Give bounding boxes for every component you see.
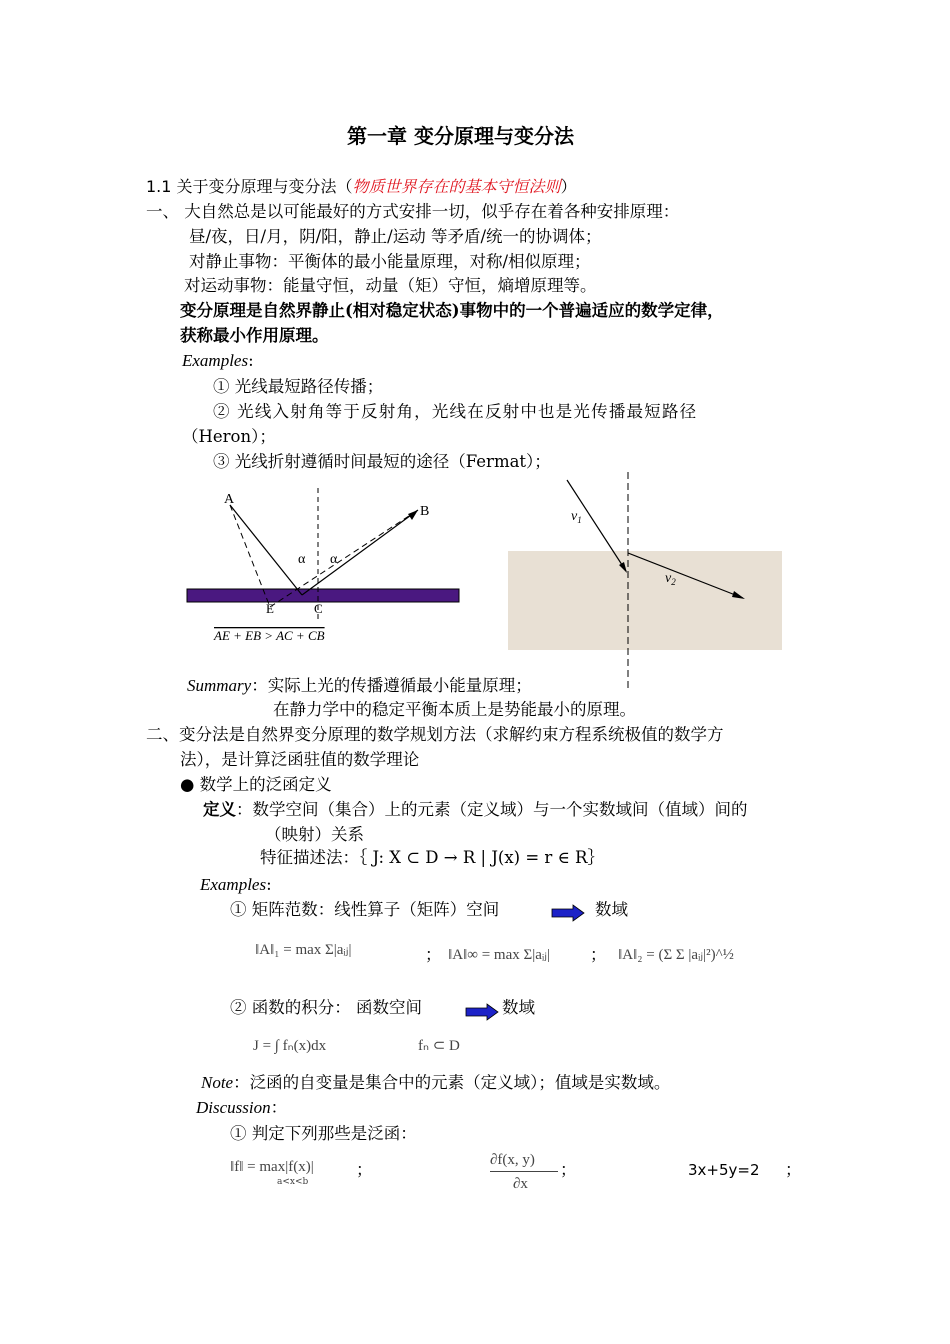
inequality-caption: AE + EB > AC + CB: [214, 628, 325, 643]
norm-semicolon-2: ；: [590, 945, 607, 964]
label-b: B: [420, 504, 430, 519]
label-alpha-right: α: [330, 552, 338, 567]
para-motion: 对运动事物：能量守恒，动量（矩）守恒，熵增原理等。: [184, 276, 597, 295]
norm-one-formula: ‖A‖₁ = max Σ|aᵢⱼ|: [255, 942, 352, 958]
definition-line2: （映射）关系: [265, 825, 364, 844]
label-v1: $v_1$: [571, 509, 582, 525]
label-c: C: [314, 601, 323, 616]
candidate-semicolon-2: ；: [560, 1160, 577, 1179]
candidate-semicolon-3: ；: [785, 1160, 802, 1179]
definition-line1: 定义：数学空间（集合）上的元素（定义域）与一个实数域间（值域）间的: [203, 800, 748, 819]
fn-subset-formula: fₙ ⊂ D: [418, 1038, 460, 1054]
bullet-functional-definition: ● 数学上的泛函定义: [180, 775, 332, 794]
para-opposites: 昼/夜，日/月，阴/阳，静止/运动 等矛盾/统一的协调体；: [189, 227, 602, 246]
discussion-item-1: ① 判定下列那些是泛函：: [230, 1124, 417, 1143]
label-alpha-left: α: [298, 552, 306, 567]
definition-label: 定义: [203, 800, 236, 819]
para-two-line1: 二、变分法是自然界变分原理的数学规划方法（求解约束方程系统极值的数学方: [146, 725, 724, 744]
arrowhead-b: [408, 510, 418, 520]
label-v2: $v_2$: [665, 571, 676, 587]
partial-denominator: ∂x: [513, 1176, 528, 1192]
para-nature: 一、 大自然总是以可能最好的方式安排一切，似乎存在着各种安排原理：: [146, 202, 680, 221]
examples-label-2: Examples:: [200, 875, 272, 894]
discussion-label: Discussion：: [196, 1098, 288, 1117]
fraction-bar: [490, 1171, 558, 1172]
ray-a-to-c: [230, 505, 302, 595]
blue-arrow-icon: [551, 905, 585, 921]
para-static: 对静止事物：平衡体的最小能量原理，对称/相似原理；: [189, 252, 591, 271]
integral-target: 数域: [502, 998, 535, 1017]
example-reflection-line2: （Heron）；: [182, 427, 276, 446]
refraction-diagram: [505, 470, 790, 695]
integral-formula: J = ∫ fₙ(x)dx: [253, 1038, 327, 1054]
ray-c-to-b: [302, 510, 418, 595]
matrix-norm-target: 数域: [595, 900, 628, 919]
section-heading-close: ）: [560, 177, 577, 196]
label-a: A: [224, 492, 235, 507]
mirror-bar: [187, 589, 459, 602]
medium-block: [508, 551, 782, 650]
example-reflection-line1: ② 光线入射角等于反射角，光线在反射中也是光传播最短路径: [213, 402, 698, 421]
label-e: E: [266, 601, 274, 616]
reflection-diagram: [180, 485, 470, 650]
feature-description: 特征描述法：｛ J: X ⊂ D → R | J(x) = r ∈ R｝: [260, 848, 604, 867]
candidate-semicolon-1: ；: [356, 1160, 373, 1179]
note-line: Note：泛函的自变量是集合中的元素（定义域）；值域是实数域。: [201, 1073, 671, 1092]
norm-inf-formula: ‖A‖∞ = max Σ|aᵢⱼ|: [448, 947, 550, 963]
example-shortest-path: ① 光线最短路径传播；: [213, 377, 384, 396]
functional-candidate-1: ‖f‖ = max|f(x)|: [230, 1159, 314, 1175]
section-heading-highlight: 物质世界存在的基本守恒法则: [352, 177, 561, 196]
para-two-line2: 法），是计算泛函驻值的数学理论: [180, 750, 420, 769]
summary-line1: Summary：实际上光的传播遵循最小能量原理；: [187, 676, 532, 695]
matrix-norm-example: ① 矩阵范数：线性算子（矩阵）空间: [230, 900, 500, 919]
bold-principle-line2: 获称最小作用原理。: [180, 326, 329, 345]
bold-principle-line1: 变分原理是自然界静止(相对稳定状态)事物中的一个普遍适应的数学定律，: [180, 301, 724, 320]
chapter-title: 第一章 变分原理与变分法: [347, 124, 574, 148]
integral-example: ② 函数的积分： 函数空间: [230, 998, 422, 1017]
functional-candidate-1-sub: a<x<b: [277, 1177, 309, 1187]
functional-candidate-3: 3x+5y=2: [688, 1161, 760, 1179]
norm-semicolon-1: ；: [425, 945, 442, 964]
examples-label: Examples:: [182, 351, 254, 370]
blue-arrow-icon-2: [465, 1004, 499, 1020]
norm-two-formula: ‖A‖₂ = (Σ Σ |aᵢⱼ|²)^½: [618, 947, 734, 963]
partial-numerator: ∂f(x, y): [490, 1152, 535, 1168]
section-1-1-heading: [146, 177, 577, 197]
example-refraction: ③ 光线折射遵循时间最短的途径（Fermat）；: [213, 452, 551, 471]
section-heading-text: 1.1 关于变分原理与变分法（: [146, 177, 353, 196]
summary-line2: 在静力学中的稳定平衡本质上是势能最小的原理。: [273, 700, 636, 719]
